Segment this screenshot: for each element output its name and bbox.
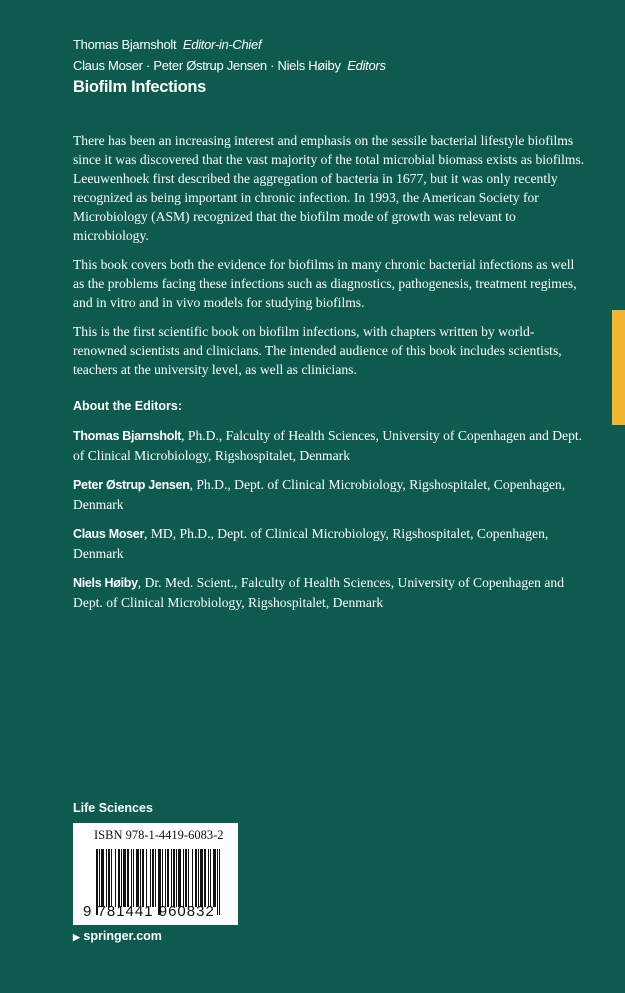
editor-bio bbox=[73, 426, 585, 465]
book-description bbox=[73, 131, 585, 622]
editors-role: Editors bbox=[347, 58, 386, 73]
description-paragraph: This is the first scientific book on biofilm infections, with chapters written by world- renowned scientists and clinicians. The intended audience of this book includes scientists, teachers at the university level, as well as clinicians. bbox=[73, 324, 562, 377]
barcode-bar bbox=[133, 849, 134, 907]
cover-header bbox=[73, 34, 386, 98]
barcode-bar bbox=[108, 849, 110, 907]
editor-name: Thomas Bjarnsholt bbox=[73, 429, 182, 443]
barcode-digits: 9 781441 960832 bbox=[83, 903, 215, 920]
barcode-bar bbox=[131, 849, 132, 907]
barcode-bar bbox=[118, 849, 120, 907]
barcode-bar bbox=[217, 849, 218, 915]
barcode-bar bbox=[185, 849, 187, 907]
barcode-bar bbox=[121, 849, 122, 907]
barcode-bar bbox=[155, 849, 156, 907]
editor-name: Claus Moser bbox=[73, 527, 145, 541]
editor-name: Peter Østrup Jensen bbox=[73, 478, 190, 492]
description-paragraph: There has been an increasing interest and emphasis on the sessile bacterial lifestyle biofilms since it was discovered that the vast majority of the total microbial biomass exists as biofilms. Leeuwenhoek first described the aggregation of bacteria in 1677, but it was only recently recognized as being important in chronic infection. In 1993, the American Society for Microbiology (ASM) recognized that the biofilm mode of growth was relevant to microbiology. bbox=[73, 133, 585, 243]
publisher-link[interactable] bbox=[73, 929, 162, 943]
barcode-bar bbox=[200, 849, 203, 907]
editor-affiliation: , Dr. Med. Scient., Falculty of Health Sciences, University of Copenhagen and Dept. of Clinical Microbiology, Rigshospitalet, Denmark bbox=[73, 575, 564, 610]
editor-affiliation: , Ph.D., Falculty of Health Sciences, University of Copenhagen and Dept. of Clinical Microbiology, Rigshospitalet, Denmark bbox=[73, 428, 583, 463]
isbn-barcode bbox=[73, 823, 238, 925]
subject-category: Life Sciences bbox=[73, 801, 153, 815]
about-editors-heading: About the Editors: bbox=[73, 399, 183, 413]
barcode-bar bbox=[142, 849, 144, 907]
editor-bio bbox=[73, 524, 585, 563]
color-tab bbox=[612, 310, 625, 425]
barcode-bar bbox=[219, 849, 220, 915]
barcode-bar bbox=[150, 849, 151, 907]
barcode-bar bbox=[210, 849, 211, 907]
editor-name: Niels Høiby bbox=[73, 576, 138, 590]
barcode-bar bbox=[106, 849, 107, 907]
barcode-bar bbox=[198, 849, 199, 907]
barcode-bar bbox=[146, 849, 147, 907]
barcode-bar bbox=[99, 849, 100, 907]
book-title: Biofilm Infections bbox=[73, 78, 207, 96]
barcode-bar bbox=[111, 849, 112, 907]
barcode-bar bbox=[167, 849, 169, 907]
barcode-bar bbox=[213, 849, 216, 907]
barcode-bar bbox=[192, 849, 193, 907]
barcode-bar bbox=[127, 849, 129, 907]
barcode-bar bbox=[152, 849, 154, 907]
editor-bio bbox=[73, 573, 585, 612]
barcode-bar bbox=[171, 849, 172, 907]
barcode-bar bbox=[183, 849, 184, 907]
barcode-bar bbox=[136, 849, 139, 907]
barcode-bar bbox=[176, 849, 177, 907]
barcode-bar bbox=[165, 849, 166, 907]
editor-in-chief-role: Editor-in-Chief bbox=[182, 37, 262, 52]
barcode-bar bbox=[208, 849, 209, 907]
barcode-bar bbox=[162, 849, 163, 907]
arrow-icon: ▶ bbox=[73, 932, 80, 942]
barcode-bar bbox=[178, 849, 181, 907]
barcode-bar bbox=[140, 849, 141, 907]
description-paragraph: This book covers both the evidence for biofilms in many chronic bacterial infections as well as the problems facing these infections such as diagnostics, pathogenesis, treatment regimes, and in vitro and in vivo models for studying biofilms. bbox=[73, 257, 577, 310]
barcode-bar bbox=[188, 849, 189, 907]
barcode-bar bbox=[195, 849, 197, 907]
barcode-bar bbox=[173, 849, 175, 907]
editor-in-chief-name: Thomas Bjarnsholt bbox=[73, 37, 177, 52]
editor-affiliation: , MD, Ph.D., Dept. of Clinical Microbiology, Rigshospitalet, Copenhagen, Denmark bbox=[73, 526, 549, 561]
barcode-bar bbox=[123, 849, 126, 907]
editor-affiliation: , Ph.D., Dept. of Clinical Microbiology, Rigshospitalet, Copenhagen, Denmark bbox=[73, 477, 566, 512]
barcode-bar bbox=[101, 849, 104, 907]
editors-names: Claus Moser · Peter Østrup Jensen · Niels Høiby bbox=[73, 58, 341, 73]
barcode-bar bbox=[115, 849, 116, 907]
barcode-bar bbox=[204, 849, 206, 907]
editor-bio bbox=[73, 475, 585, 514]
website-text: springer.com bbox=[83, 929, 162, 943]
isbn-text: ISBN 978-1-4419-6083-2 bbox=[94, 828, 224, 842]
